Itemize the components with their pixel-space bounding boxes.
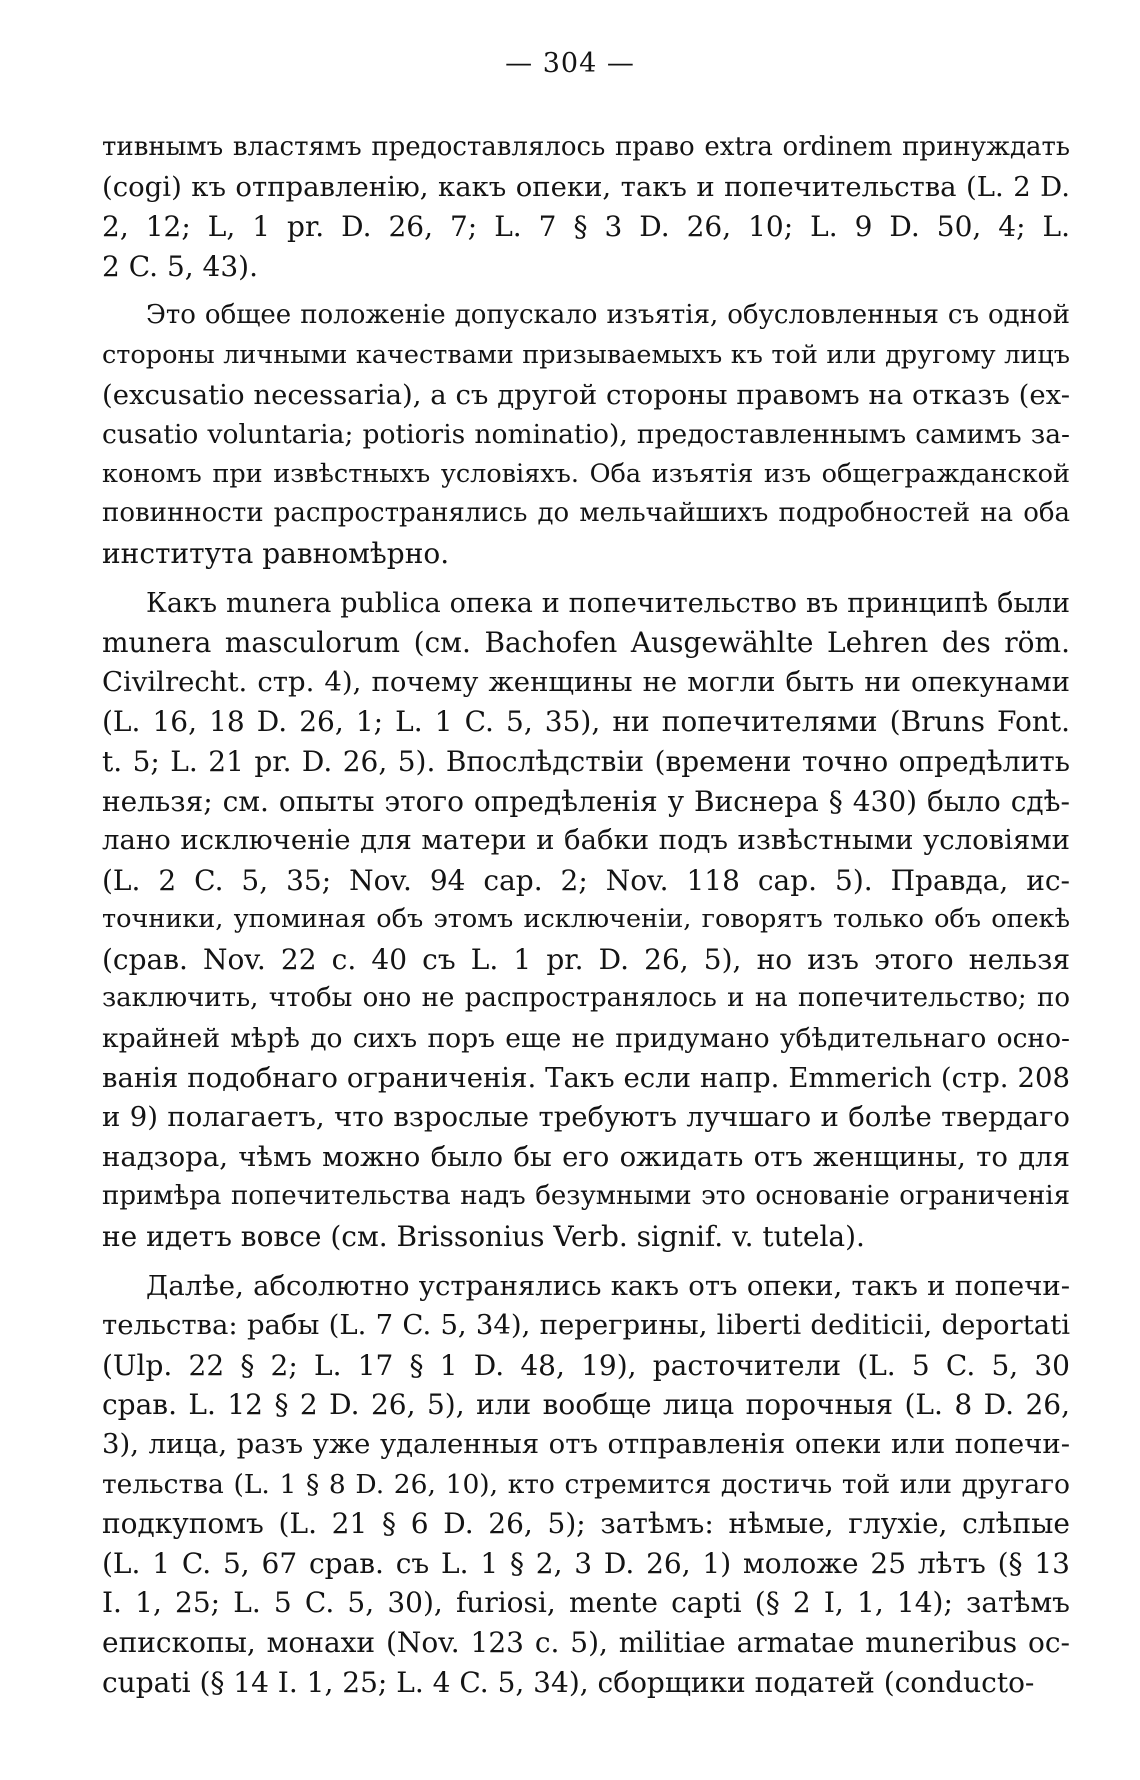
text-line: t. 5; L. 21 pr. D. 26, 5). Впослѣдствіи (времени точно опредѣлить [102, 744, 1070, 778]
text-line: (Ulp. 22 § 2; L. 17 § 1 D. 48, 19), расточители (L. 5 C. 5, 30 [102, 1348, 1070, 1382]
text-line: не идетъ вовсе (см. Brissonius Verb. signif. v. tutela). [102, 1220, 865, 1254]
page-number: — 304 — [505, 48, 635, 79]
text-line: 3), лица, разъ уже удаленныя отъ отправленія опеки или попечи- [102, 1428, 1070, 1460]
text-line: лано исключеніе для матери и бабки подъ извѣстными условіями [102, 824, 1070, 857]
text-line: тельства: рабы (L. 7 C. 5, 34), перегрины, liberti dediticii, deportati [102, 1309, 1070, 1342]
text-line: (L. 16, 18 D. 26, 1; L. 1 C. 5, 35), ни попечителями (Bruns Font. [102, 705, 1070, 739]
text-line: (срав. Nov. 22 c. 40 съ L. 1 pr. D. 26, 5), но изъ этого нельзя [102, 942, 1070, 976]
text-line: и 9) полагаетъ, что взрослые требуютъ лучшаго и болѣе твердаго [102, 1101, 1070, 1134]
text-line: примѣра попечительства надъ безумными это основаніе ограниченія [102, 1181, 1070, 1212]
text-line: cusatio voluntaria; potioris nominatio), предоставленнымъ самимъ за- [102, 419, 1070, 451]
text-line: стороны личными качествами призываемыхъ къ той или другому лицъ [102, 339, 1070, 370]
text-line: надзора, чѣмъ можно было бы его ожидать отъ женщины, то для [102, 1140, 1070, 1173]
text-line: срав. L. 12 § 2 D. 26, 5), или вообще лица порочныя (L. 8 D. 26, [102, 1388, 1070, 1422]
paragraph [102, 296, 1070, 573]
text-line: cupati (§ 14 I. 1, 25; L. 4 C. 5, 34), сборщики податей (conducto- [102, 1665, 1035, 1699]
text-line: повинности распространялись до мельчайшихъ подробностей на оба [102, 498, 1070, 529]
text-line: кономъ при извѣстныхъ условіяхъ. Оба изъятія изъ общегражданской [102, 458, 1070, 489]
text-line: епископы, монахи (Nov. 123 c. 5), militiae armatae muneribus oc- [102, 1625, 1070, 1659]
text-line: нельзя; см. опыты этого опредѣленія у Виснера § 430) было сдѣ- [102, 784, 1070, 818]
text-line: Civilrecht. стр. 4), почему женщины не могли быть ни опекунами [102, 665, 1070, 698]
text-line: Это общее положеніе допускало изъятія, обусловленныя съ одной [146, 300, 1070, 331]
text-line: (excusatio necessaria), а съ другой стороны правомъ на отказъ (ex- [102, 378, 1070, 411]
paragraph [102, 1267, 1070, 1703]
text-line: 2 C. 5, 43). [102, 249, 259, 283]
text-line: munera masculorum (см. Bachofen Ausgewählte Lehren des röm. [102, 626, 1070, 660]
paragraph [102, 584, 1070, 1257]
text-line: (L. 1 C. 5, 67 срав. съ L. 1 § 2, 3 D. 26, 1) моложе 25 лѣтъ (§ 13 [102, 1546, 1070, 1580]
text-line: института равномѣрно. [102, 536, 450, 570]
text-line: заключить, чтобы оно не распространялось и на попечительство; по [102, 983, 1070, 1014]
paragraph [102, 128, 1070, 286]
text-line: 2, 12; L, 1 pr. D. 26, 7; L. 7 § 3 D. 26, 10; L. 9 D. 50, 4; L. [102, 210, 1070, 244]
text-line: Какъ munera publica опека и попечительство въ принципѣ были [146, 587, 1070, 619]
text-line: ванія подобнаго ограниченія. Такъ если напр. Emmerich (стр. 208 [102, 1061, 1070, 1094]
text-line: тивнымъ властямъ предоставлялось право extra ordinem принуждать [102, 132, 1070, 162]
text-line: подкупомъ (L. 21 § 6 D. 26, 5); затѣмъ: нѣмые, глухіе, слѣпые [102, 1507, 1070, 1541]
text-line: I. 1, 25; L. 5 C. 5, 30), furiosi, mente capti (§ 2 I, 1, 14); затѣмъ [102, 1586, 1070, 1620]
text-line: тельства (L. 1 § 8 D. 26, 10), кто стремится достичь той или другаго [102, 1468, 1070, 1500]
text-line: (cogi) къ отправленію, какъ опеки, такъ и попечительства (L. 2 D. [102, 170, 1070, 203]
text-line: (L. 2 C. 5, 35; Nov. 94 cap. 2; Nov. 118 cap. 5). Правда, ис- [102, 863, 1070, 897]
text-line: точники, упоминая объ этомъ исключеніи, говорятъ только объ опекѣ [102, 904, 1070, 935]
text-line: Далѣе, абсолютно устранялись какъ отъ опеки, такъ и попечи- [146, 1269, 1070, 1302]
body-text [102, 128, 1070, 1712]
text-line: крайней мѣрѣ до сихъ поръ еще не придумано убѣдительнаго осно- [102, 1023, 1070, 1055]
